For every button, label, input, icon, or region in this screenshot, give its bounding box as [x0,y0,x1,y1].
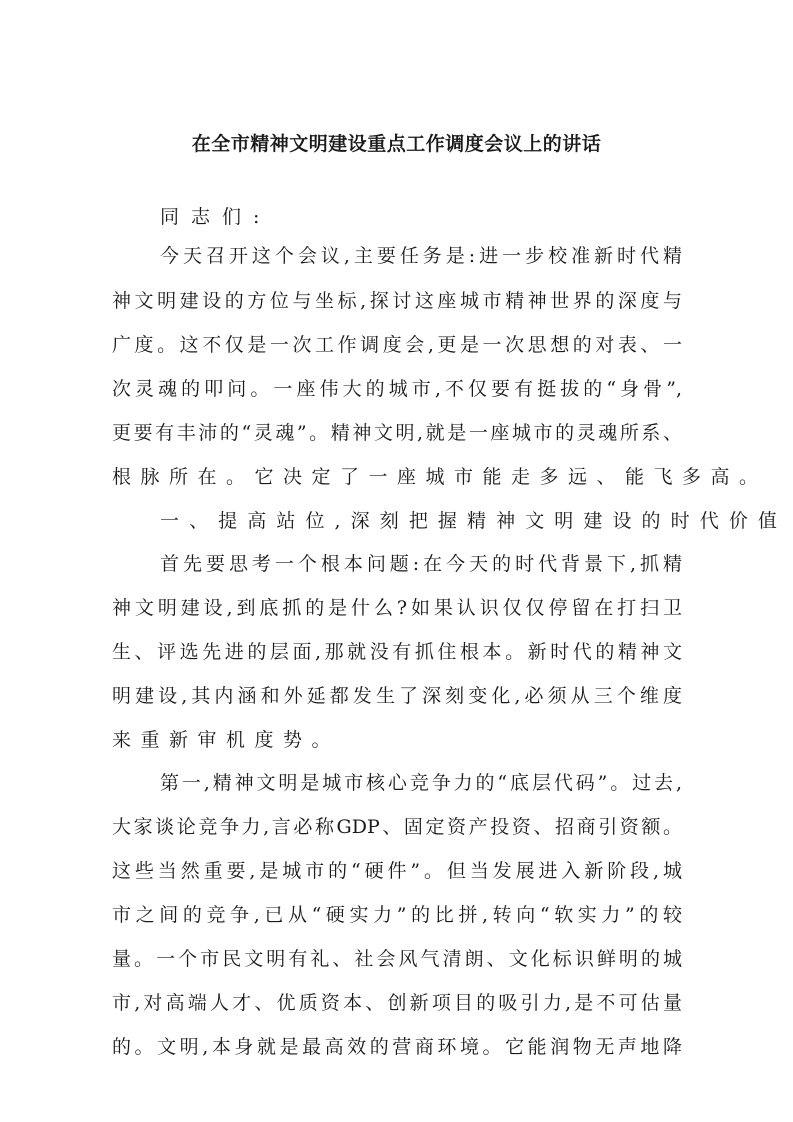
paragraph-line: 更要有丰沛的“灵魂”。精神文明,就是一座城市的灵魂所系、 [112,422,682,444]
paragraph-line: 市,对高端人才、优质资本、创新项目的吸引力,是不可估量 [112,992,682,1014]
paragraph-line: 量。一个市民文明有礼、社会风气清朗、文化标识鲜明的城 [112,948,682,970]
salutation: 同志们: [160,206,272,228]
paragraph-line: 明建设,其内涵和外延都发生了深刻变化,必须从三个维度 [112,685,682,707]
paragraph-line: 的。文明,本身就是最高效的营商环境。它能润物无声地降 [112,1036,682,1058]
paragraph-line: 神文明建设,到底抓的是什么?如果认识仅仅停留在打扫卫 [112,597,682,619]
paragraph-line: 这些当然重要,是城市的“硬件”。但当发展进入新阶段,城 [112,860,682,882]
paragraph-line: 来重新审机度势。 [112,729,340,751]
paragraph-line: 根脉所在。它决定了一座城市能走多远、能飞多高。 [112,466,768,488]
paragraph-line: 第一,精神文明是城市核心竞争力的“底层代码”。过去, [160,772,682,794]
paragraph-line: 首先要思考一个根本问题:在今天的时代背景下,抓精 [160,553,682,575]
paragraph-line: 大家谈论竞争力,言必称GDP、固定资产投资、招商引资额。 [112,816,682,838]
paragraph-line: 广度。这不仅是一次工作调度会,更是一次思想的对表、一 [112,334,682,356]
paragraph-line: 次灵魂的叩问。一座伟大的城市,不仅要有挺拔的“身骨”, [112,378,682,400]
paragraph-line: 市之间的竞争,已从“硬实力”的比拼,转向“软实力”的较 [112,904,682,926]
paragraph-line: 神文明建设的方位与坐标,探讨这座城市精神世界的深度与 [112,290,682,312]
paragraph-line: 今天召开这个会议,主要任务是:进一步校准新时代精 [160,245,682,267]
section-heading: 一、提高站位,深刻把握精神文明建设的时代价值 [160,510,787,532]
paragraph-line: 生、评选先进的层面,那就没有抓住根本。新时代的精神文 [112,641,682,663]
document-title: 在全市精神文明建设重点工作调度会议上的讲话 [191,133,602,155]
